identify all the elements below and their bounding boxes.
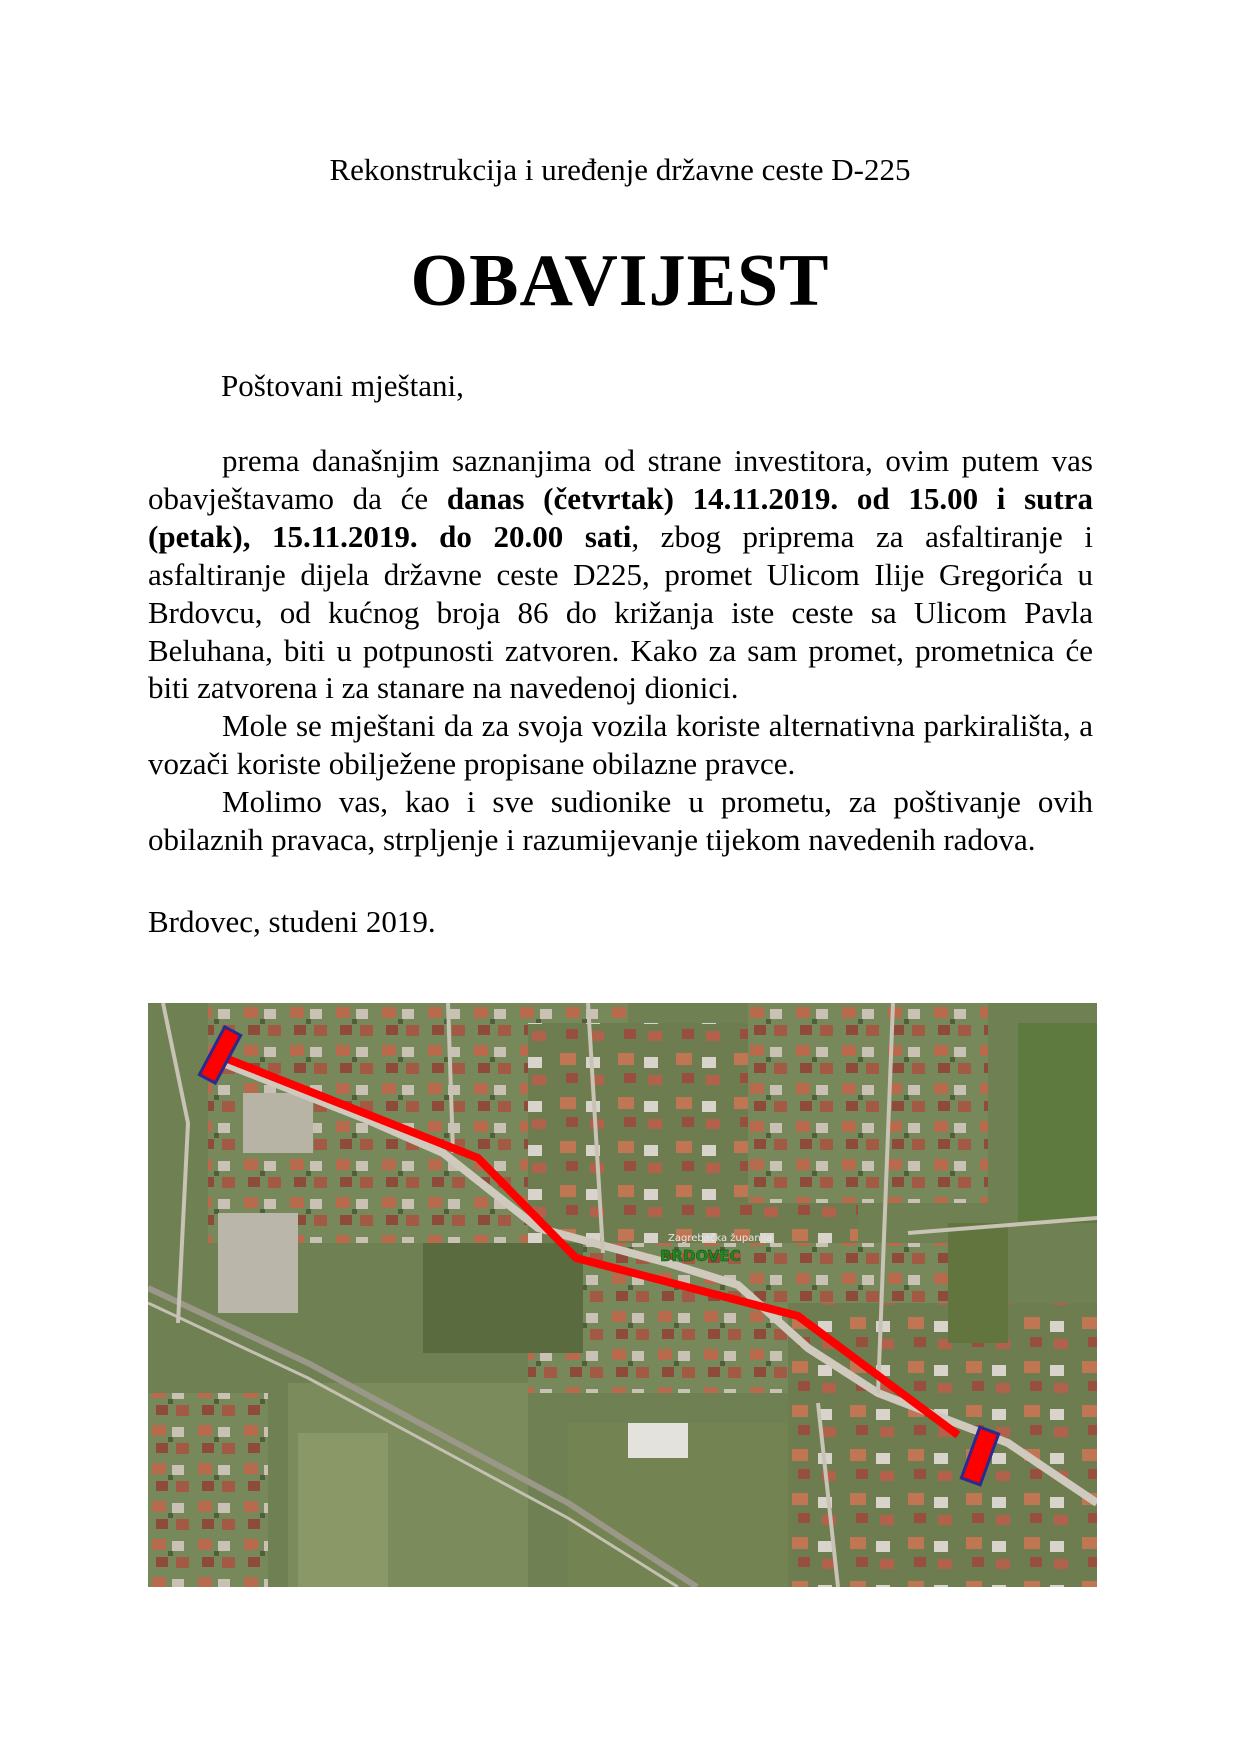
- document-subtitle: Rekonstrukcija i uređenje državne ceste D-225: [329, 152, 911, 187]
- place-date: Brdovec, studeni 2019.: [148, 904, 436, 939]
- field: [948, 1223, 1008, 1343]
- notice-body: [148, 442, 1093, 859]
- greeting: Poštovani mještani,: [221, 368, 464, 403]
- aerial-map: [148, 1003, 1097, 1587]
- industrial-lot: [218, 1213, 298, 1313]
- map-graphic: [148, 1003, 1097, 1587]
- industrial-lot: [243, 1093, 313, 1153]
- paragraph-thanks: Molimo vas, kao i sve sudionike u prometu, za poštivanje ovih obilaznih pravaca, strpljenje i razumijevanje tijekom navedenih radova.: [148, 784, 1093, 858]
- region-label: Zagrebačka županija: [668, 1233, 773, 1244]
- field: [423, 1243, 583, 1353]
- sports-field: [1018, 1023, 1097, 1223]
- closure-period: danas (četvrtak) 14.11.2019. od 15.00 i sutra (petak), 15.11.2019. do 20.00 sati: [148, 480, 1094, 554]
- paragraph-closure: [148, 442, 1093, 707]
- document-title: OBAVIJEST: [410, 240, 830, 322]
- town-label: BRDOVEC: [660, 1247, 741, 1265]
- paragraph-closure-text-1: prema današnjim saznanjima od strane investitora, ovim putem vas obavještavamo da će: [148, 443, 1093, 516]
- settlement-area: [148, 1393, 268, 1587]
- paragraph-parking: Mole se mještani da za svoja vozila koriste alternativna parkirališta, a vozači koriste obilježene propisane obilazne pravce.: [148, 708, 1093, 782]
- settlement-area: [748, 1003, 988, 1203]
- paragraph-closure-text-2: , zbog priprema za asfaltiranje i asfaltiranje dijela državne ceste D225, promet Ulicom Ilije Gregorića u Brdovcu, od kućnog broja 86 do križanja iste ceste sa Ulicom Pavla Beluhana, biti u potpunosti zatvoren. Kako za sam promet, prometnica će biti zatvorena i za stanare na navedenoj dionici.: [148, 518, 1093, 706]
- building: [628, 1423, 688, 1458]
- field: [298, 1433, 388, 1587]
